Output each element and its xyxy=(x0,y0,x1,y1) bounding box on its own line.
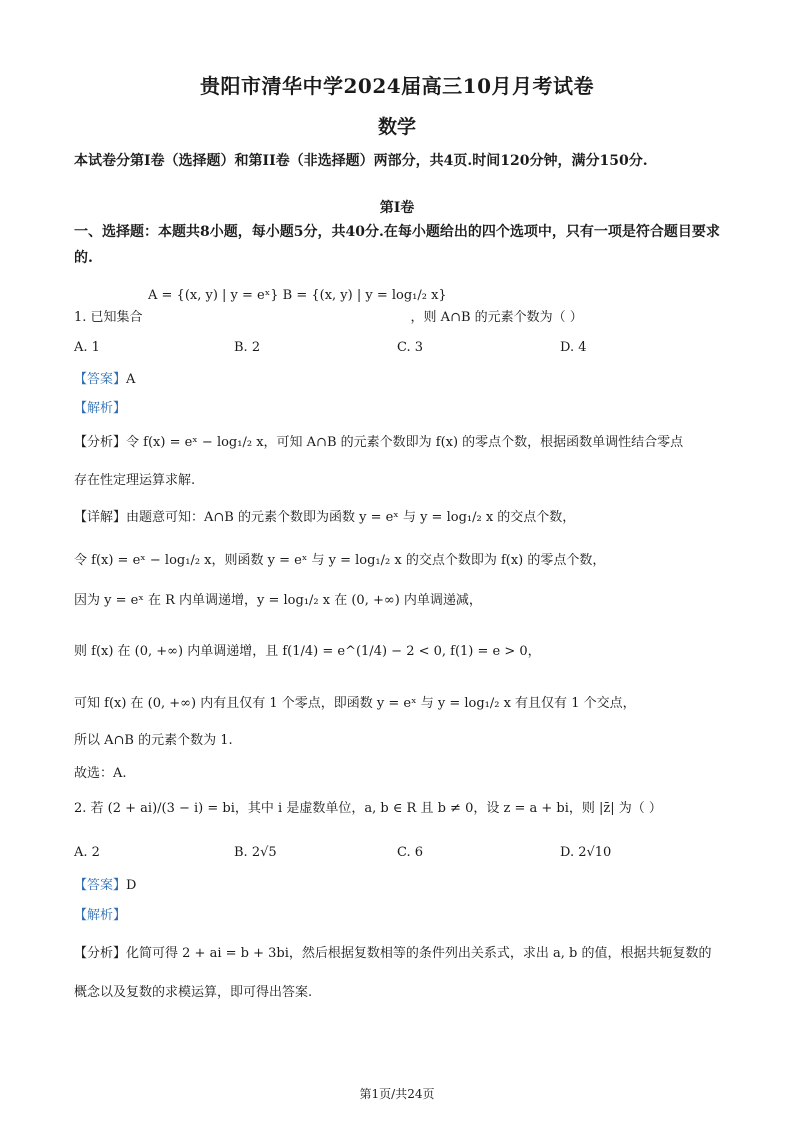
q1-stem-tail: ，则 A∩B 的元素个数为（ ） xyxy=(410,310,583,325)
q2-fenxi-line-2: 概念以及复数的求模运算，即可得出答案. xyxy=(74,985,313,1000)
q1-option-d: D. 4 xyxy=(560,340,587,355)
q2-option-b: B. 2√5 xyxy=(234,845,277,860)
q1-option-b: B. 2 xyxy=(234,340,261,355)
analysis-tag: 【解析】 xyxy=(74,908,127,923)
q2-stem: 2. 若 (2 + ai)/(3 − i) = bi，其中 i 是虚数单位，a, b ∈ R 且 b ≠ 0，设 z = a + bi，则 |z̄| 为（ ） xyxy=(74,801,662,816)
q1-analysis-heading xyxy=(74,399,126,419)
q1-stem-lead: 1. 已知集合 xyxy=(74,310,143,325)
q2-answer-value: D xyxy=(126,878,137,893)
q1-detail-line-2: 令 f(x) = eˣ − log₁/₂ x，则函数 y = eˣ 与 y = log₁/₂ x 的交点个数即为 f(x) 的零点个数， xyxy=(74,553,606,568)
fenxi-tag: 【分析】 xyxy=(74,435,127,450)
q1-detail-line-6: 所以 A∩B 的元素个数为 1. xyxy=(74,733,233,748)
q1-stem xyxy=(74,308,583,328)
q2-fenxi-text-1: 化简可得 2 + ai = b + 3bi，然后根据复数相等的条件列出关系式，求出 a, b 的值，根据共轭复数的 xyxy=(126,946,712,961)
q1-detail-text-1: 由题意可知：A∩B 的元素个数即为函数 y = eˣ 与 y = log₁/₂ x 的交点个数， xyxy=(126,510,576,525)
answer-tag: 【答案】 xyxy=(74,372,127,387)
fenxi-tag: 【分析】 xyxy=(74,946,127,961)
exam-intro: 本试卷分第I卷（选择题）和第II卷（非选择题）两部分，共4页.时间120分钟，满分150分. xyxy=(74,153,648,169)
q1-answer xyxy=(74,370,135,390)
q2-option-a: A. 2 xyxy=(74,845,100,860)
analysis-tag: 【解析】 xyxy=(74,401,127,416)
q1-fenxi-line-2: 存在性定理运算求解. xyxy=(74,473,196,488)
q2-analysis-heading xyxy=(74,906,126,926)
subject-heading: 数学 xyxy=(377,116,416,138)
q2-option-d: D. 2√10 xyxy=(560,845,612,860)
exam-title: 贵阳市清华中学2024届高三10月月考试卷 xyxy=(200,74,594,98)
q1-detail-line-4: 则 f(x) 在 (0, +∞) 内单调递增，且 f(1/4) = e^(1/4) − 2 < 0, f(1) = e > 0， xyxy=(74,644,541,659)
q1-detail-line-3: 因为 y = eˣ 在 R 内单调递增，y = log₁/₂ x 在 (0, +∞) 内单调递减， xyxy=(74,593,482,608)
q1-choice: 故选：A. xyxy=(74,766,127,781)
q1-answer-value: A xyxy=(126,372,136,387)
page-footer: 第1页/共24页 xyxy=(359,1087,435,1101)
q1-fenxi-text-1: 令 f(x) = eˣ − log₁/₂ x，可知 A∩B 的元素个数即为 f(x) 的零点个数，根据函数单调性结合零点 xyxy=(126,435,684,450)
section-heading: 一、选择题：本题共8小题，每小题5分，共40分.在每小题给出的四个选项中，只有一项是符合题目要求的. xyxy=(74,224,720,266)
q2-fenxi-line-1 xyxy=(74,944,711,964)
q2-option-c: C. 6 xyxy=(397,845,424,860)
volume-heading: 第I卷 xyxy=(379,200,415,216)
q1-option-c: C. 3 xyxy=(397,340,424,355)
answer-tag: 【答案】 xyxy=(74,878,127,893)
q1-set-definitions: A = {(x, y) | y = eˣ} B = {(x, y) | y = log₁/₂ x} xyxy=(148,288,447,303)
q1-option-a: A. 1 xyxy=(74,340,100,355)
q1-fenxi-line-1 xyxy=(74,433,683,453)
detail-tag: 【详解】 xyxy=(74,510,127,525)
q1-detail-line-5: 可知 f(x) 在 (0, +∞) 内有且仅有 1 个零点，即函数 y = eˣ 与 y = log₁/₂ x 有且仅有 1 个交点， xyxy=(74,696,636,711)
q2-answer xyxy=(74,876,136,896)
q1-detail-line-1 xyxy=(74,508,575,528)
